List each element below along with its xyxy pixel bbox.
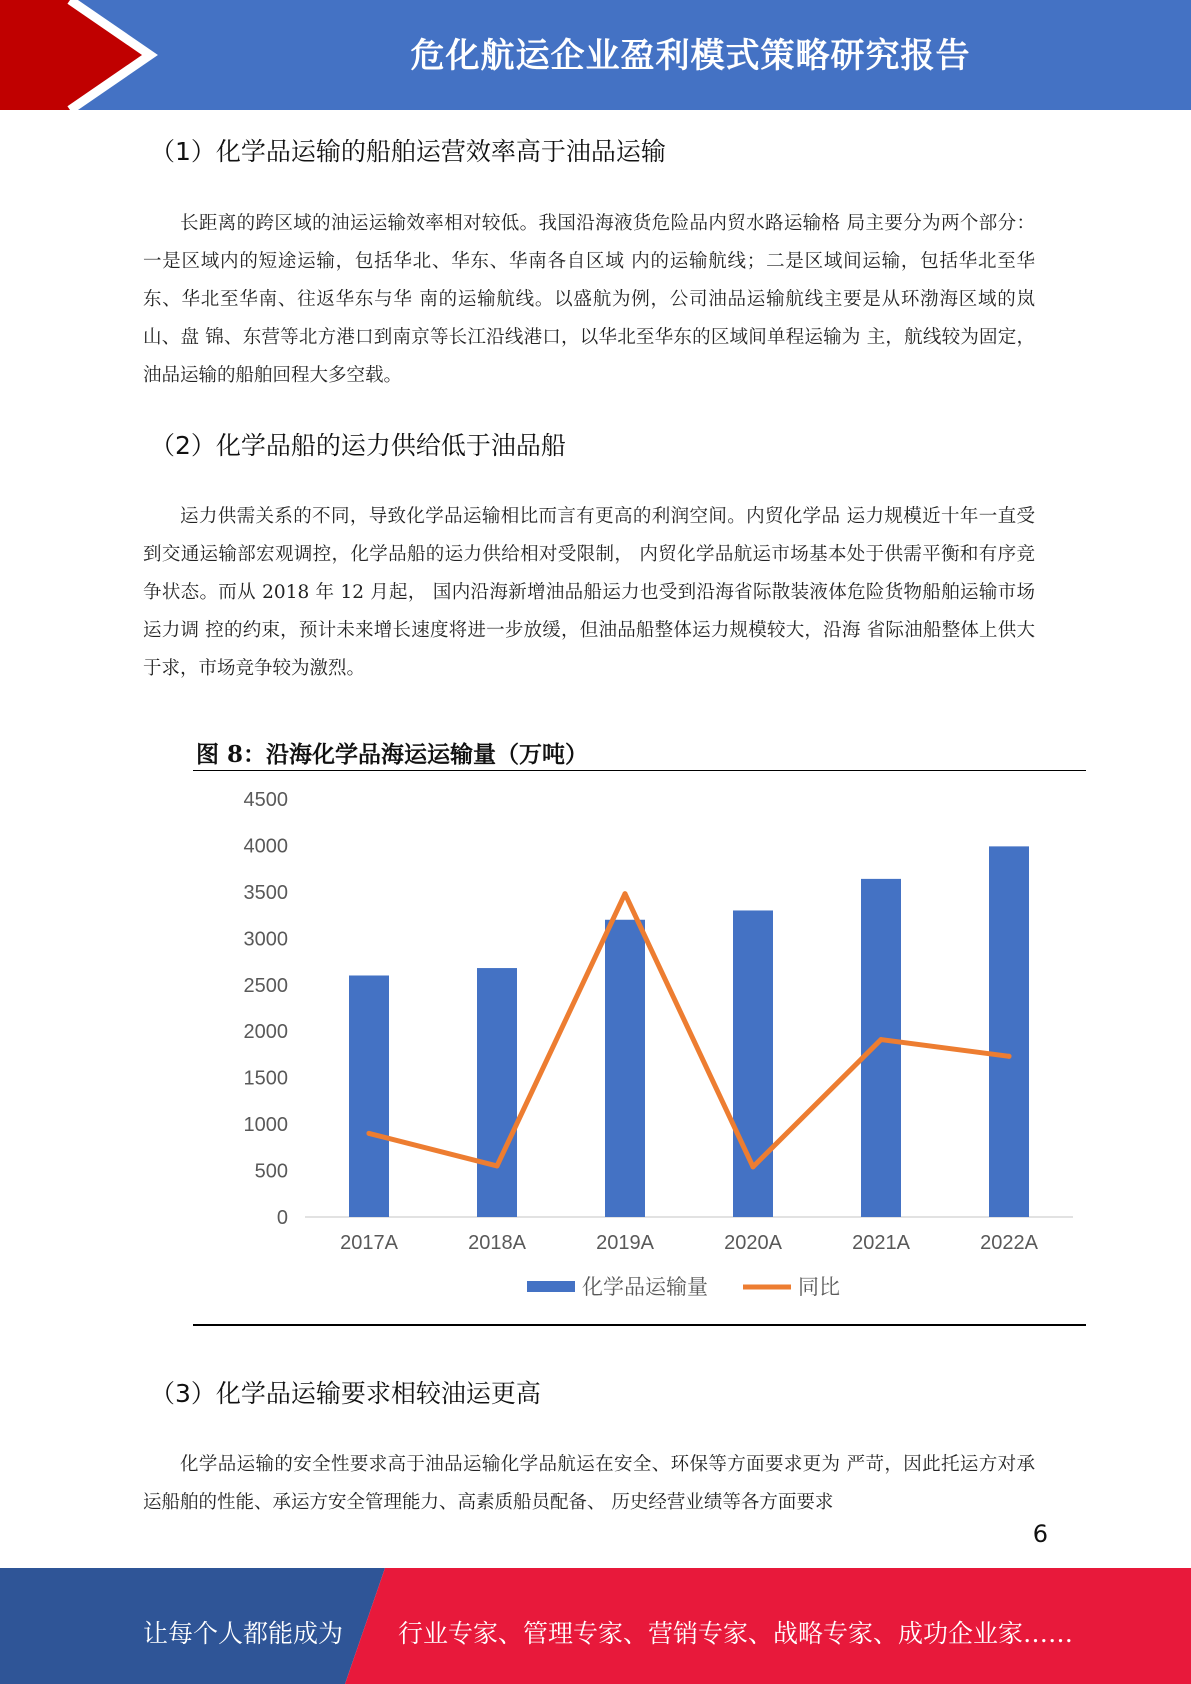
section-heading-1: （1）化学品运输的船舶运营效率高于油品运输 [150, 137, 666, 166]
y-tick-label: 4000 [243, 835, 288, 858]
x-tick-label: 2017A [340, 1232, 398, 1254]
line-point [623, 891, 628, 896]
figure-bottom-rule [193, 1324, 1086, 1326]
line-point [495, 1163, 500, 1168]
chart [193, 772, 1086, 1324]
line-point [367, 1131, 372, 1136]
legend-label-bar: 化学品运输量 [582, 1275, 708, 1299]
paragraph-text: 运力供需关系的不同，导致化学品运输相比而言有更高的利润空间。内贸化学品 运力规模近十年一直受到交通运输部宏观调控，化学品船的运力供给相对受限制， 内贸化学品航运市场基本处于供需平衡和有序竞争状态。而从 2018 年 12 月起， 国内沿海新增油品船运力也受到沿海省际散装液体危险货物船舶运输市场运力调 控的约束，预计未来增长速度将进一步放缓，但油品船整体运力规模较大，沿海 省际油船整体上供大于求，市场竞争较为激烈。 [143, 506, 1035, 679]
report-title: 危化航运企业盈利模式策略研究报告 [410, 36, 971, 76]
bar [349, 975, 389, 1217]
page-number: 6 [1032, 1520, 1048, 1548]
section-heading-3: （3）化学品运输要求相较油运更高 [150, 1379, 541, 1408]
bar [733, 910, 773, 1217]
y-tick-label: 2000 [243, 1021, 288, 1044]
x-tick-label: 2018A [468, 1232, 526, 1254]
series-line [369, 894, 1009, 1167]
bar [477, 968, 517, 1217]
bar [989, 846, 1029, 1217]
figure-top-rule [193, 770, 1086, 771]
section-paragraph-1 [143, 205, 1035, 395]
figure-title: 图 8：沿海化学品海运运输量（万吨） [196, 741, 589, 768]
y-tick-label: 500 [254, 1160, 288, 1183]
section-heading-2: （2）化学品船的运力供给低于油品船 [150, 431, 566, 460]
bar [605, 920, 645, 1217]
section-paragraph-2 [143, 498, 1035, 688]
x-tick-label: 2022A [980, 1232, 1038, 1254]
y-tick-label: 3500 [243, 881, 288, 904]
footer-slogan-right: 行业专家、管理专家、营销专家、战略专家、成功企业家…… [398, 1619, 1074, 1648]
page-footer [0, 1568, 1191, 1684]
page-header [0, 0, 1191, 110]
y-tick-label: 0 [276, 1207, 288, 1229]
y-tick-label: 1000 [243, 1114, 288, 1137]
y-tick-label: 1500 [243, 1067, 288, 1090]
y-tick-label: 4500 [243, 789, 288, 811]
footer-slogan-left: 让每个人都能成为 [143, 1619, 344, 1648]
line-point [751, 1164, 756, 1169]
x-tick-label: 2019A [596, 1232, 654, 1254]
paragraph-text: 化学品运输的安全性要求高于油品运输化学品航运在安全、环保等方面要求更为 严苛，因此托运方对承运船舶的性能、承运方安全管理能力、高素质船员配备、 历史经营业绩等各方面要求 [143, 1454, 1035, 1513]
paragraph-text: 长距离的跨区域的油运运输效率相对较低。我国沿海液货危险品内贸水路运输格 局主要分为两个部分：一是区域内的短途运输，包括华北、华东、华南各自区域 内的运输航线；二是区域间运输，包括华北至华东、华北至华南、往返华东与华 南的运输航线。以盛航为例，公司油品运输航线主要是从环渤海区域的岚山、盘 锦、东营等北方港口到南京等长江沿线港口，以华北至华东的区域间单程运输为 主，航线较为固定，油品运输的船舶回程大多空载。 [143, 213, 1035, 386]
legend-swatch-bar [527, 1281, 575, 1292]
y-tick-label: 3000 [243, 928, 288, 951]
legend-label-line: 同比 [798, 1275, 840, 1299]
header-arrow-decoration [0, 0, 160, 110]
section-paragraph-3 [143, 1446, 1035, 1522]
y-tick-label: 2500 [243, 974, 288, 997]
bar [861, 879, 901, 1217]
x-tick-label: 2020A [724, 1232, 782, 1254]
line-point [879, 1037, 884, 1042]
line-point [1007, 1054, 1012, 1059]
x-tick-label: 2021A [852, 1232, 910, 1254]
